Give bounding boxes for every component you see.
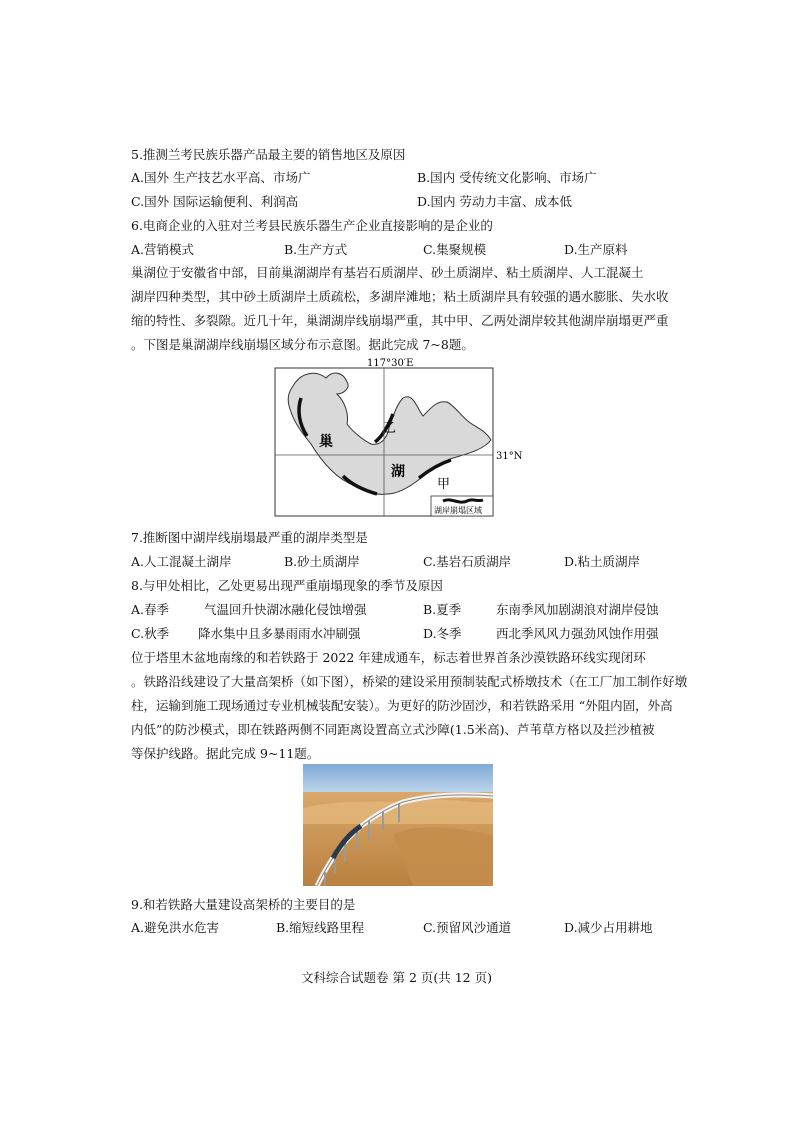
label-chao: 巢 [319, 434, 333, 450]
question-5-stem: 5.推测兰考民族乐器产品最主要的销售地区及原因 [131, 147, 406, 162]
question-8-option-d-text: 西北季风风力强劲风蚀作用强 [496, 626, 659, 641]
question-7-option-c: C.基岩石质湖岸 [423, 554, 512, 569]
question-7-stem: 7.推断图中湖岸线崩塌最严重的湖岸类型是 [131, 530, 368, 545]
label-hu: 湖 [391, 464, 405, 480]
legend-text: 湖岸崩塌区域 [434, 506, 482, 515]
latitude-label: 31°N [496, 451, 523, 462]
question-8-option-c-label: C.秋季 [131, 626, 170, 641]
question-6-option-d: D.生产原料 [564, 242, 628, 257]
longitude-label: 117°30′E [367, 358, 414, 369]
question-7-option-d: D.粘土质湖岸 [564, 554, 641, 569]
question-6-option-a: A.营销模式 [131, 242, 195, 257]
label-jia: 甲 [437, 477, 451, 492]
passage-herailway-line-1: 位于塔里木盆地南缘的和若铁路于 2022 年建成通车，标志着世界首条沙漠铁路环线实现闭环 [131, 650, 646, 665]
question-9-option-c: C.预留风沙通道 [423, 920, 512, 935]
question-6-option-b: B.生产方式 [284, 242, 348, 257]
question-9-option-d: D.减少占用耕地 [564, 920, 653, 935]
question-5-option-b: B.国内 受传统文化影响、市场广 [417, 170, 597, 185]
passage-chaohu-line-1: 巢湖位于安徽省中部，目前巢湖湖岸有基岩石质湖岸、砂土质湖岸、粘土质湖岸、人工混凝土 [131, 265, 644, 280]
question-8-stem: 8.与甲处相比，乙处更易出现严重崩塌现象的季节及原因 [131, 578, 443, 593]
question-5-option-d: D.国内 劳动力丰富、成本低 [417, 194, 573, 209]
passage-herailway-line-4: 内低”的防沙模式，即在铁路两侧不同距离设置高立式沙障(1.5米高)、芦苇草方格以及拦沙植被 [131, 722, 655, 737]
question-9-option-b: B.缩短线路里程 [276, 920, 365, 935]
passage-herailway [131, 646, 688, 766]
question-8-option-b-text: 东南季风加剧湖浪对湖岸侵蚀 [496, 602, 659, 617]
passage-herailway-line-5: 等保护线路。据此完成 9~11题。 [131, 746, 320, 761]
desert-railway-illustration [303, 764, 493, 886]
chaohu-map-figure [271, 358, 541, 523]
question-8-option-a-text: 气温回升快湖冰融化侵蚀增强 [204, 602, 367, 617]
passage-herailway-line-2: 。铁路沿线建设了大量高架桥（如下图），桥梁的建设采用预制装配式桥墩技术（在工厂加工制作好墩 [131, 674, 688, 689]
passage-chaohu [131, 261, 669, 357]
chaohu-map [271, 358, 541, 523]
question-8-option-d-label: D.冬季 [423, 626, 462, 641]
question-8-option-a-label: A.春季 [131, 602, 170, 617]
passage-chaohu-line-4: 。下图是巢湖湖岸线崩塌区域分布示意图。据此完成 7~8题。 [131, 337, 474, 352]
question-7-option-a: A.人工混凝土湖岸 [131, 554, 232, 569]
passage-chaohu-line-3: 缩的特性、多裂隙。近几十年，巢湖湖岸线崩塌严重，其中甲、乙两处湖岸较其他湖岸崩塌更严重 [131, 313, 669, 328]
question-9-option-a: A.避免洪水危害 [131, 920, 220, 935]
passage-chaohu-line-2: 湖岸四种类型，其中砂土质湖岸土质疏松，多湖岸滩地；粘土质湖岸具有较强的遇水膨胀、失水收 [131, 289, 669, 304]
passage-herailway-line-3: 柱，运输到施工现场通过专业机械装配安装）。为更好的防沙固沙，和若铁路采用 “外阻内固，外高 [131, 698, 673, 713]
label-yi: 乙 [383, 421, 397, 436]
page-footer: 文科综合试题卷 第 2 页(共 12 页) [301, 970, 492, 985]
question-8-option-c-text: 降水集中且多暴雨雨水冲刷强 [198, 626, 361, 641]
question-5-option-c: C.国外 国际运输便利、利润高 [131, 194, 299, 209]
desert-railway-photo [303, 764, 493, 886]
question-6-option-c: C.集聚规模 [423, 242, 487, 257]
question-7-option-b: B.砂土质湖岸 [284, 554, 360, 569]
question-8-option-b-label: B.夏季 [423, 602, 462, 617]
question-5-option-a: A.国外 生产技艺水平高、市场广 [131, 170, 311, 185]
question-6-stem: 6.电商企业的入驻对兰考县民族乐器生产企业直接影响的是企业的 [131, 218, 493, 233]
question-9-stem: 9.和若铁路大量建设高架桥的主要目的是 [131, 897, 356, 912]
